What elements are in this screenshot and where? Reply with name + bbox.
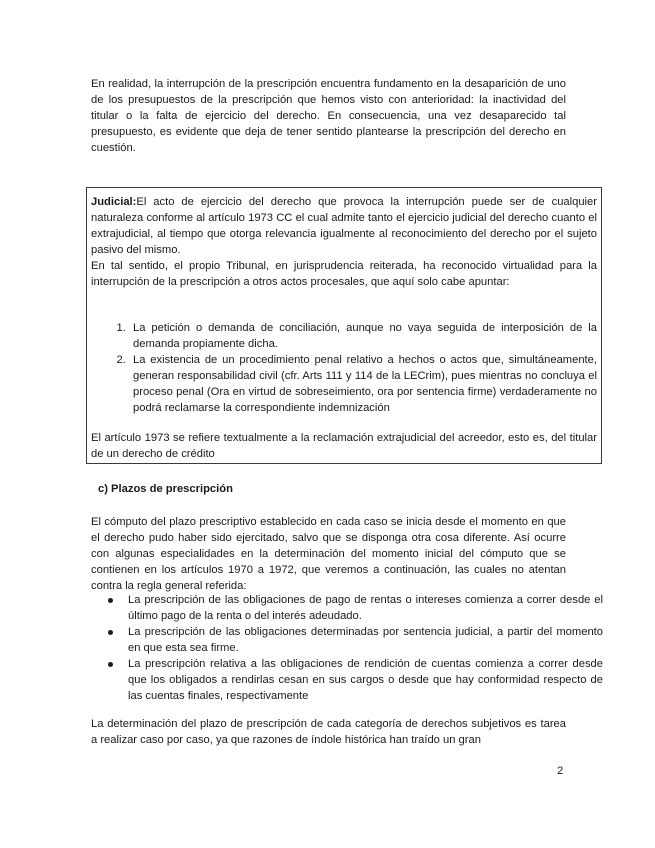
judicial-second-paragraph: En tal sentido, el propio Tribunal, en jurisprudencia reiterada, ha reconocido virtualidad para la interrupción de la prescripción a otros actos procesales, que aquí solo cabe apuntar: bbox=[91, 260, 597, 288]
judicial-closing: El artículo 1973 se refiere textualmente a la reclamación extrajudicial del acreedor, esto es, del titular de un derecho de crédito bbox=[91, 432, 597, 460]
judicial-label: Judicial: bbox=[91, 196, 137, 208]
final-paragraph: La determinación del plazo de prescripción de cada categoría de derechos subjetivos es tarea a realizar caso por caso, ya que razones de índole histórica han traído un gran bbox=[91, 718, 566, 746]
bullet-icon bbox=[108, 598, 113, 603]
list-item-text: La prescripción de las obligaciones de pago de rentas o intereses comienza a correr desde el último pago de la renta o del interés adeudado. bbox=[128, 594, 603, 622]
procedural-acts-list bbox=[91, 320, 597, 416]
bullet-icon bbox=[108, 630, 113, 635]
list-item bbox=[128, 656, 603, 704]
list-item: 1. La petición o demanda de conciliación, aunque no vaya seguida de interposición de la demanda propiamente dicha. bbox=[129, 320, 597, 352]
list-item-text: La prescripción relativa a las obligaciones de rendición de cuentas comienza a correr desde que los obligados a rendirlas cesan en sus cargos o desde que hay conformidad respecto de las cuentas finales, respectivamente bbox=[128, 658, 603, 702]
list-item bbox=[128, 624, 603, 656]
section-heading: c) Plazos de prescripción bbox=[98, 483, 233, 495]
special-cases-list bbox=[91, 592, 603, 704]
judicial-box bbox=[86, 187, 602, 464]
list-item: 2. La existencia de un procedimiento penal relativo a hechos o actos que, simultáneamente, generan responsabilidad civil (cfr. Arts 111 y 114 de la LECrim), pues mientras no concluya el proceso penal (Ora en virtud de sobreseimiento, ora por sentencia firme) verdaderamente no podrá reclamarse la correspondiente indemnización bbox=[129, 352, 597, 416]
bullet-icon bbox=[108, 662, 113, 667]
intro-paragraph: En realidad, la interrupción de la prescripción encuentra fundamento en la desaparición de uno de los presupuestos de la prescripción que hemos visto con anterioridad: la inactividad del titular o la falta de ejercicio del derecho. En consecuencia, una vez desaparecido tal presupuesto, es evidente que deja de tener sentido plantearse la prescripción del derecho en cuestión. bbox=[91, 78, 566, 154]
judicial-text: El acto de ejercicio del derecho que provoca la interrupción puede ser de cualquier naturaleza conforme al artículo 1973 CC el cual admite tanto el ejercicio judicial del derecho cuanto el extrajudicial, al tiempo que otorga relevancia igualmente al reconocimiento del derecho por el sujeto pasivo del mismo. bbox=[91, 196, 597, 256]
judicial-paragraph bbox=[91, 194, 597, 258]
computo-paragraph: El cómputo del plazo prescriptivo establecido en cada caso se inicia desde el momento en que el derecho pudo haber sido ejercitado, salvo que se disponga otra cosa diferente. Así ocurre con algunas especialidades en la determinación del momento inicial del cómputo que se contienen en los artículos 1970 a 1972, que veremos a continuación, las cuales no atentan contra la regla general referida: bbox=[91, 516, 566, 592]
list-item-text: La prescripción de las obligaciones determinadas por sentencia judicial, a partir del momento en que esta sea firme. bbox=[128, 626, 603, 654]
page-number: 2 bbox=[557, 765, 564, 777]
list-item bbox=[128, 592, 603, 624]
